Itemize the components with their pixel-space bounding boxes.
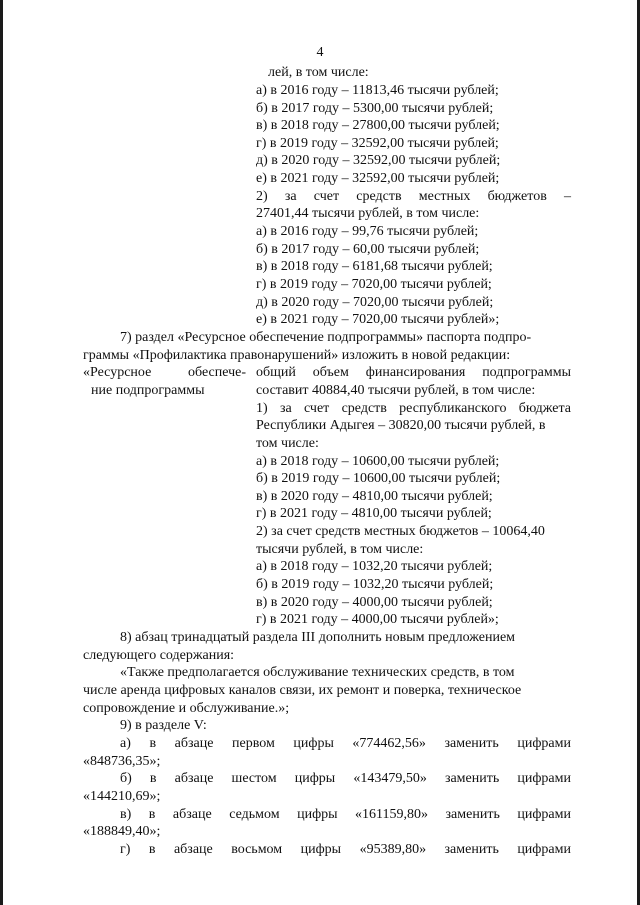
word: заменить [444,771,500,786]
word: в [148,807,156,822]
text-line: а) в 2016 году – 99,76 тысячи рублей; [256,224,479,239]
text-line: д) в 2020 году – 32592,00 тысячи рублей; [256,153,501,168]
text-line: «188849,40»; [83,824,161,839]
word: «161159,80» [355,807,429,822]
word: средств [341,401,387,416]
word: цифрами [517,842,571,857]
justified-line [120,841,571,859]
quote-line: сопровождение и обслуживание.»; [83,701,290,716]
text-line: д) в 2020 году – 7020,00 тысячи рублей; [256,295,494,310]
word: восьмом [231,842,283,857]
word: общий [256,365,296,380]
word: седьмом [229,807,280,822]
word: шестом [231,771,277,786]
word: заменить [445,807,500,822]
text-line: е) в 2021 году – 32592,00 тысячи рублей; [256,171,500,186]
word: первом [232,736,275,751]
text-line: 27401,44 тысячи рублей, в том числе: [256,206,480,221]
text-line: в) в 2020 году – 4810,00 тысячи рублей; [256,489,493,504]
text-line: Республики Адыгея – 30820,00 тысячи рублей, в [256,418,546,433]
word: в [149,771,157,786]
text-line: г) в 2021 году – 4000,00 тысячи рублей»; [256,612,499,627]
quote-line: числе аренда цифровых каналов связи, их ремонт и поверка, техническое [83,683,522,698]
text-line: лей, в том числе: [268,65,369,80]
word: в [148,842,156,857]
text-line: а) в 2018 году – 1032,20 тысячи рублей; [256,559,493,574]
word: местных [418,189,471,204]
text-line: в) в 2020 году – 4000,00 тысячи рублей; [256,595,493,610]
page-number: 4 [316,45,324,60]
word: обеспече- [188,365,246,380]
text-line: 2) за счет средств местных бюджетов – 10064,40 [256,524,545,539]
word: цифры [293,736,334,751]
text-line: граммы «Профилактика правонарушений» изложить в новой редакции: [83,348,511,363]
word: заменить [444,736,499,751]
text-line: составит 40884,40 тысячи рублей, в том числе: [256,383,536,398]
word: за [284,189,297,204]
word: «Ресурсное [83,365,152,380]
text-line: «848736,35»; [83,754,161,769]
text-line: в) в 2018 году – 27800,00 тысячи рублей; [256,118,500,133]
text-line: а) в 2016 году – 11813,46 тысячи рублей; [256,83,499,98]
word: счет [313,189,340,204]
justified-line [120,735,571,753]
word: за [279,401,292,416]
text-line: следующего содержания: [83,648,235,663]
paragraph-item-9: 9) в разделе V: [120,718,207,733]
justified-line [120,806,571,824]
word: объем [312,365,349,380]
word: в [149,736,157,751]
word: абзаце [174,736,214,751]
text-line: в) в 2018 году – 6181,68 тысячи рублей; [256,259,493,274]
word: цифры [300,842,342,857]
paragraph-item-8: 8) абзац тринадцатый раздела III дополнить новым предложением [120,630,516,645]
word: бюджета [518,401,571,416]
text-line: б) в 2017 году – 5300,00 тысячи рублей; [256,101,494,116]
word: бюджетов [487,189,547,204]
quote-line: «Также предполагается обслуживание технических средств, в том [120,665,515,680]
word: «143479,50» [353,771,427,786]
text-line: а) в 2018 году – 10600,00 тысячи рублей; [256,454,500,469]
text-line: г) в 2019 году – 32592,00 тысячи рублей; [256,136,499,151]
word: подпрограммы [482,365,571,380]
text-line: «144210,69»; [83,789,161,804]
justified-line [256,400,571,418]
scan-edge-left [0,0,3,905]
text-line: б) в 2019 году – 1032,20 тысячи рублей; [256,577,494,592]
text-line: том числе: [256,436,319,451]
text-line: е) в 2021 году – 7020,00 тысячи рублей»; [256,312,500,327]
word: 1) [256,401,268,416]
word: абзаце [174,771,214,786]
justified-line [256,188,571,206]
word: счет [303,401,330,416]
word: «95389,80» [359,842,427,857]
text-line: б) в 2019 году – 10600,00 тысячи рублей; [256,471,501,486]
word: б) [120,771,132,786]
word: 2) [256,189,268,204]
word: г) [120,842,131,857]
word: финансирования [365,365,466,380]
text-line: г) в 2021 году – 4810,00 тысячи рублей; [256,506,492,521]
table-left-cell-line: ние подпрограммы [91,383,205,398]
word: цифрами [517,736,571,751]
word: «774462,56» [352,736,426,751]
text-line: тысячи рублей, в том числе: [256,542,424,557]
word: цифрами [517,771,571,786]
justified-line [256,364,571,382]
text-line: г) в 2019 году – 7020,00 тысячи рублей; [256,277,492,292]
word: средств [356,189,402,204]
table-left-cell-line [83,364,246,382]
word: а) [120,736,131,751]
word: цифрами [517,807,571,822]
word: в) [120,807,132,822]
word: цифры [294,771,336,786]
paragraph-item-7: 7) раздел «Ресурсное обеспечение подпрограммы» паспорта подпро- [120,330,532,345]
word: абзаце [172,807,212,822]
word: заменить [444,842,499,857]
word: республиканского [399,401,507,416]
text-line: б) в 2017 году – 60,00 тысячи рублей; [256,242,480,257]
word: – [563,189,571,204]
word: цифры [297,807,338,822]
justified-line [120,770,571,788]
word: абзаце [173,842,213,857]
